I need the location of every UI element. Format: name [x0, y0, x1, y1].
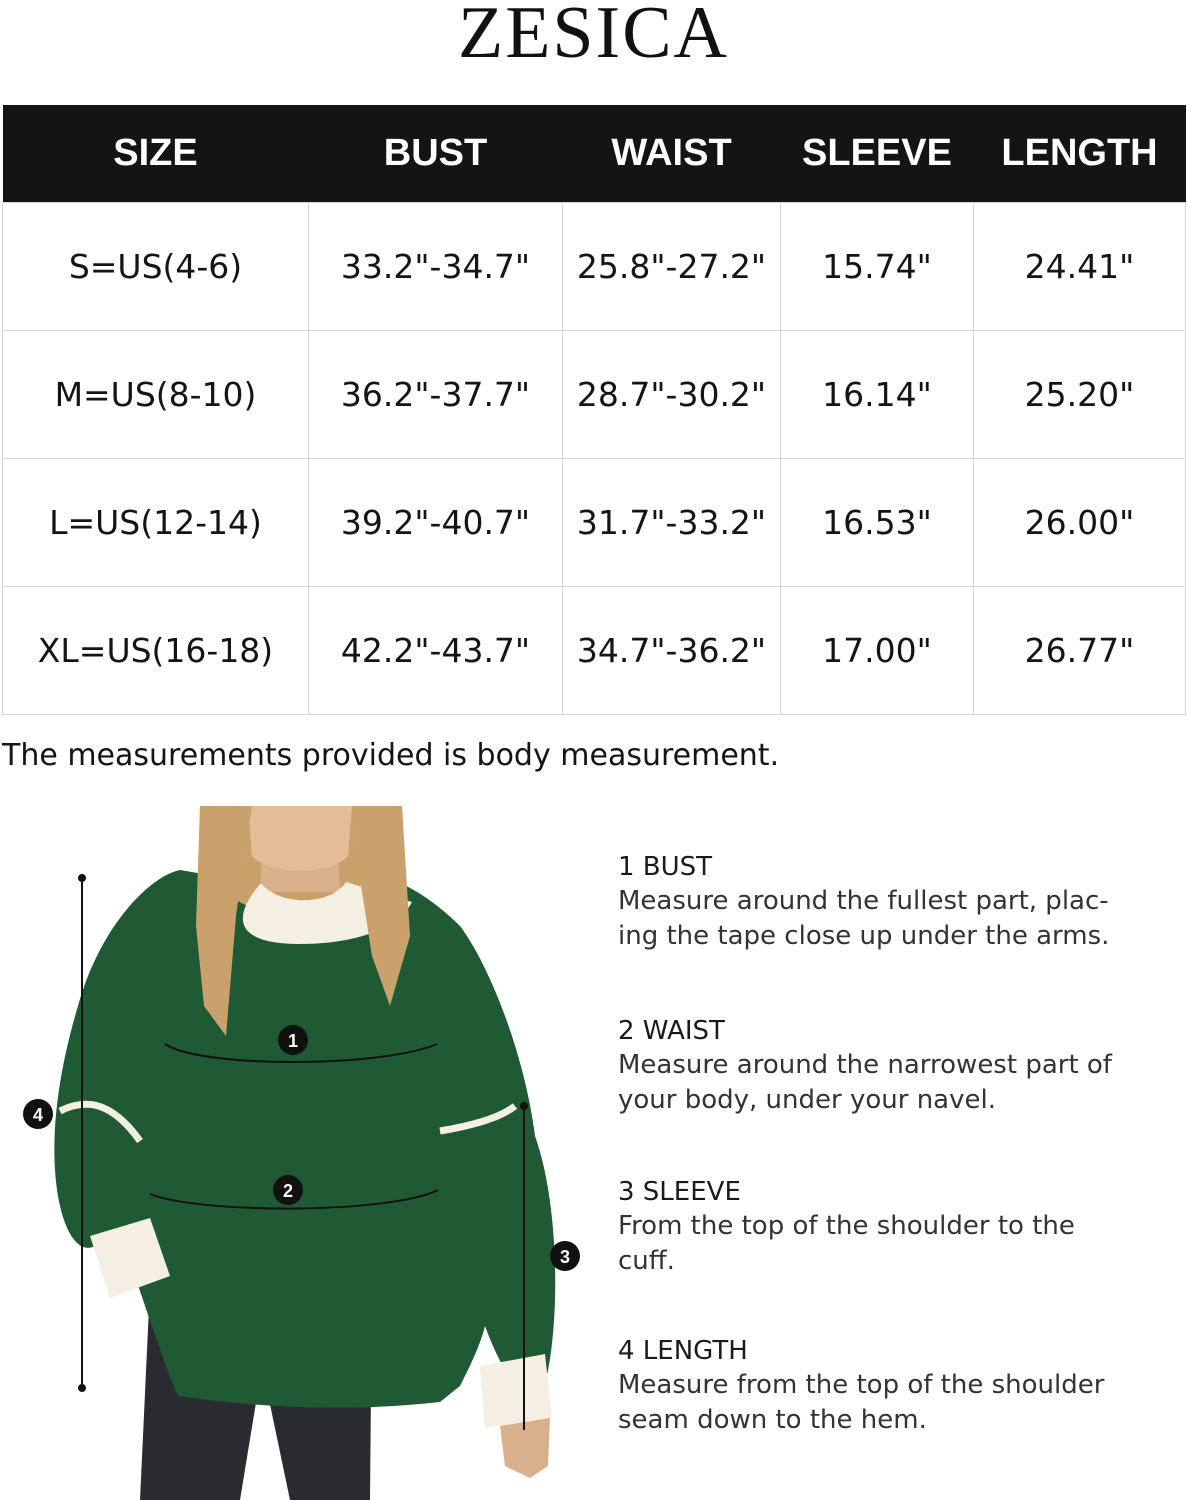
- cell-size: S=US(4-6): [3, 203, 309, 331]
- cell-waist: 34.7"-36.2": [563, 587, 781, 715]
- cell-length: 26.00": [974, 459, 1186, 587]
- cell-sleeve: 16.53": [781, 459, 974, 587]
- cell-size: XL=US(16-18): [3, 587, 309, 715]
- guide-title: 1 BUST: [618, 852, 713, 882]
- marker-3-label: 3: [559, 1247, 571, 1267]
- header-sleeve: SLEEVE: [781, 105, 974, 203]
- marker-1-label: 1: [287, 1031, 299, 1051]
- guide-waist: [618, 1014, 1158, 1118]
- cell-bust: 33.2"-34.7": [309, 203, 563, 331]
- guide-text: Measure from the top of the shoulder: [618, 1370, 1105, 1400]
- marker-2-label: 2: [282, 1181, 294, 1201]
- guide-text: cuff.: [618, 1246, 675, 1276]
- table-header-row: [3, 105, 1186, 203]
- cell-waist: 31.7"-33.2": [563, 459, 781, 587]
- cell-sleeve: 16.14": [781, 331, 974, 459]
- header-size: SIZE: [3, 105, 309, 203]
- cell-bust: 39.2"-40.7": [309, 459, 563, 587]
- cell-length: 25.20": [974, 331, 1186, 459]
- guide-sleeve: [618, 1175, 1158, 1279]
- cell-bust: 42.2"-43.7": [309, 587, 563, 715]
- guide-text: ing the tape close up under the arms.: [618, 921, 1110, 951]
- table-row: [3, 331, 1186, 459]
- guide-text: From the top of the shoulder to the: [618, 1211, 1075, 1241]
- guide-title: 3 SLEEVE: [618, 1177, 741, 1207]
- guide-text: Measure around the fullest part, plac-: [618, 886, 1109, 916]
- cell-length: 24.41": [974, 203, 1186, 331]
- header-waist: WAIST: [563, 105, 781, 203]
- guide-bust: [618, 850, 1158, 954]
- marker-4-label: 4: [32, 1105, 44, 1125]
- cell-waist: 25.8"-27.2": [563, 203, 781, 331]
- cell-sleeve: 15.74": [781, 203, 974, 331]
- header-bust: BUST: [309, 105, 563, 203]
- header-length: LENGTH: [974, 105, 1186, 203]
- size-chart-table: [2, 105, 1186, 715]
- model-photo: [0, 806, 600, 1500]
- table-row: [3, 587, 1186, 715]
- cell-size: L=US(12-14): [3, 459, 309, 587]
- cell-sleeve: 17.00": [781, 587, 974, 715]
- sweater-illustration: [0, 806, 600, 1500]
- guide-title: 2 WAIST: [618, 1016, 725, 1046]
- guide-text: your body, under your navel.: [618, 1085, 996, 1115]
- cell-size: M=US(8-10): [3, 331, 309, 459]
- guide-text: seam down to the hem.: [618, 1405, 927, 1435]
- guide-length: [618, 1334, 1158, 1438]
- brand-logo: ZESICA: [458, 0, 729, 74]
- cell-length: 26.77": [974, 587, 1186, 715]
- guide-text: Measure around the narrowest part of: [618, 1050, 1112, 1080]
- table-row: [3, 459, 1186, 587]
- cell-waist: 28.7"-30.2": [563, 331, 781, 459]
- cell-bust: 36.2"-37.7": [309, 331, 563, 459]
- table-row: [3, 203, 1186, 331]
- guide-title: 4 LENGTH: [618, 1336, 748, 1366]
- measurement-note: The measurements provided is body measurement.: [2, 738, 780, 773]
